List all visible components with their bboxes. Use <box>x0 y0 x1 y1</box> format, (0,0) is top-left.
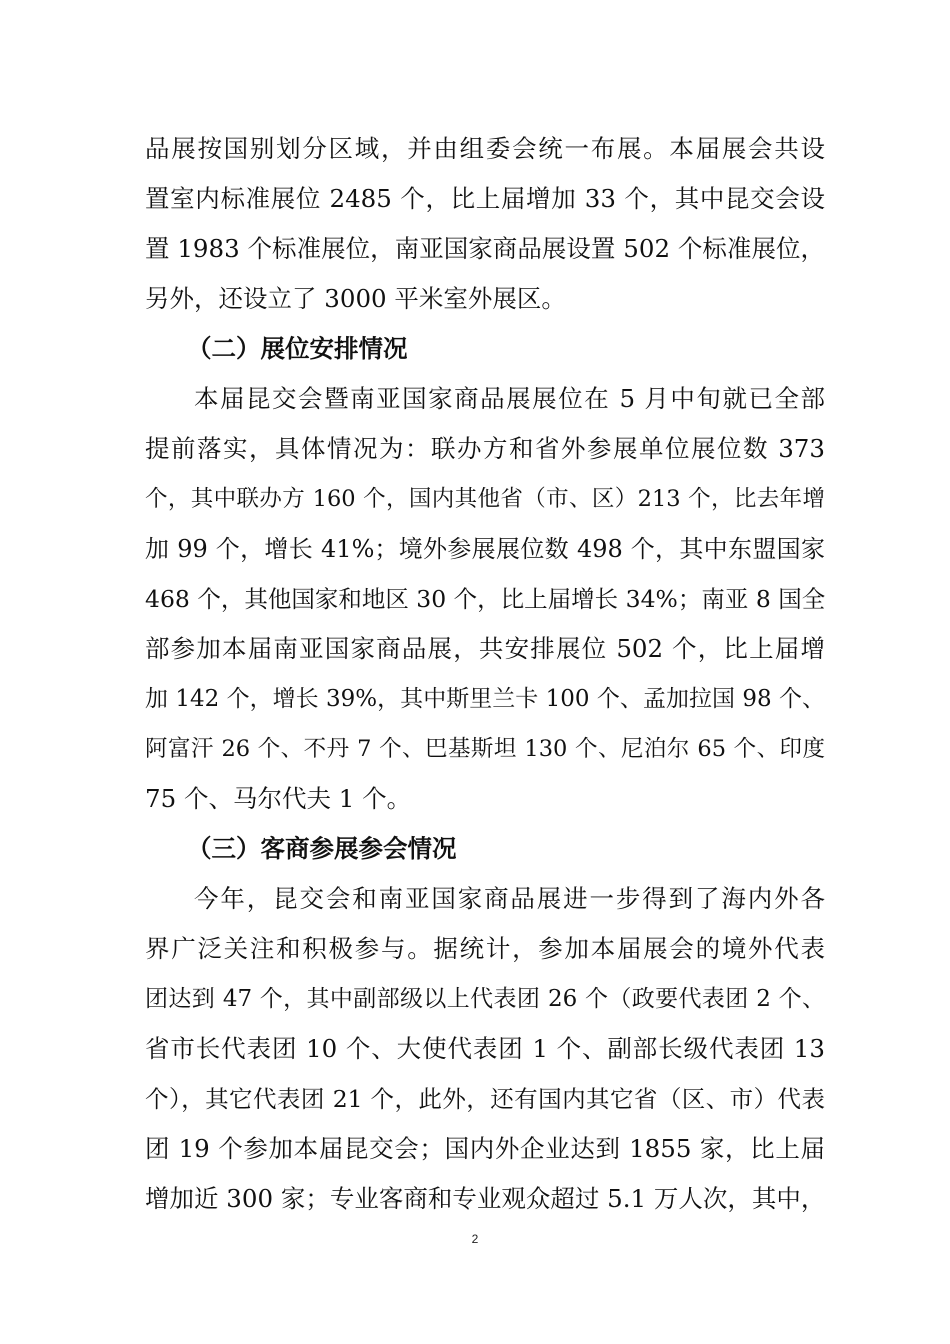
text-line: 增加近 300 家；专业客商和专业观众超过 5.1 万人次，其中， <box>145 1184 826 1213</box>
text-line: 提前落实，具体情况为：联办方和省外参展单位展位数 373 <box>145 434 825 463</box>
paragraph-intro <box>145 124 825 324</box>
text-line: 部参加本届南亚国家商品展，共安排展位 502 个，比上届增 <box>145 634 825 663</box>
section-heading-booth-arrangement: （二）展位安排情况 <box>187 334 408 363</box>
text-line: 个，其中联办方 160 个，国内其他省（市、区）213 个，比去年增 <box>145 486 825 512</box>
text-line: 个），其它代表团 21 个，此外，还有国内其它省（区、市）代表 <box>145 1085 825 1113</box>
document-body <box>145 124 825 1224</box>
paragraph-booths <box>145 374 825 824</box>
text-line: 界广泛关注和积极参与。据统计，参加本届展会的境外代表 <box>145 934 825 963</box>
text-line: 另外，还设立了 3000 平米室外展区。 <box>145 284 566 313</box>
text-line: 468 个，其他国家和地区 30 个，比上届增长 34%；南亚 8 国全 <box>145 585 826 613</box>
text-line: 团 19 个参加本届昆交会；国内外企业达到 1855 家，比上届 <box>145 1134 825 1163</box>
text-line: 75 个、马尔代夫 1 个。 <box>145 784 412 813</box>
text-line: 省市长代表团 10 个、大使代表团 1 个、副部长级代表团 13 <box>145 1034 825 1063</box>
text-line: 置室内标准展位 2485 个，比上届增加 33 个，其中昆交会设 <box>145 184 825 213</box>
section-heading-visitors: （三）客商参展参会情况 <box>187 834 457 863</box>
page-number: 2 <box>471 1232 479 1246</box>
paragraph-visitors <box>145 874 825 1224</box>
text-line: 品展按国别划分区域，并由组委会统一布展。本届展会共设 <box>145 134 825 163</box>
text-line: 阿富汗 26 个、不丹 7 个、巴基斯坦 130 个、尼泊尔 65 个、印度 <box>145 736 825 762</box>
text-line: 加 142 个，增长 39%，其中斯里兰卡 100 个、孟加拉国 98 个、 <box>145 686 825 712</box>
text-line: 团达到 47 个，其中副部级以上代表团 26 个（政要代表团 2 个、 <box>145 986 825 1012</box>
text-line: 置 1983 个标准展位，南亚国家商品展设置 502 个标准展位， <box>145 234 825 263</box>
text-line: 今年，昆交会和南亚国家商品展进一步得到了海内外各 <box>194 884 825 913</box>
text-line: 本届昆交会暨南亚国家商品展展位在 5 月中旬就已全部 <box>194 384 825 413</box>
text-line: 加 99 个，增长 41%；境外参展展位数 498 个，其中东盟国家 <box>145 535 825 563</box>
